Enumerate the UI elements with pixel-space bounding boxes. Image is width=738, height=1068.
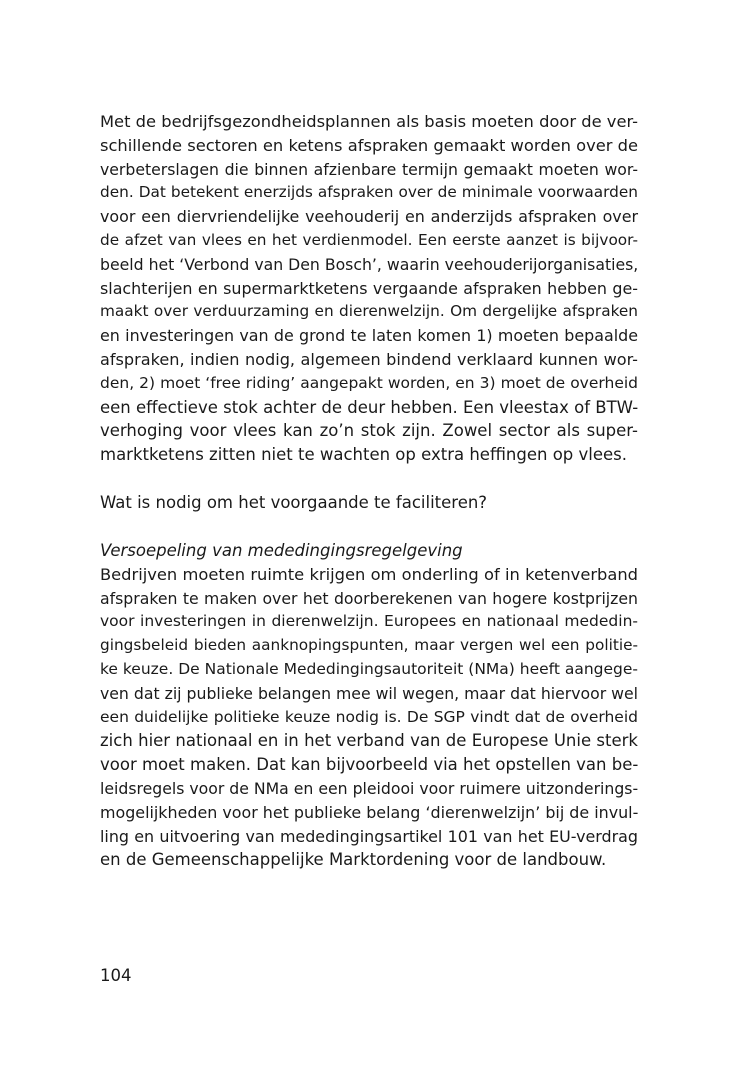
paragraph-1-line: maakt over verduurzaming en dierenwelzijn. Om dergelijke afspraken xyxy=(100,302,638,321)
page-number: 104 xyxy=(100,966,132,985)
section-line: een duidelijke politieke keuze nodig is. De SGP vindt dat de overheid xyxy=(100,707,638,726)
section-line: ven dat zij publieke belangen mee wil wegen, maar dat hiervoor wel xyxy=(100,683,638,703)
question-paragraph xyxy=(100,491,638,515)
paragraph-1 xyxy=(100,110,638,467)
paragraph-1-line: afspraken, indien nodig, algemeen bindend verklaard kunnen wor- xyxy=(100,349,638,369)
section-heading: Versoepeling van mededingingsregelgeving xyxy=(100,541,463,560)
section-mededinging xyxy=(100,539,638,872)
section-line: mogelijkheden voor het publieke belang ‘dierenwelzijn’ bij de invul- xyxy=(100,802,639,822)
paragraph-1-line: slachterijen en supermarktketens vergaande afspraken hebben ge- xyxy=(100,278,638,298)
section-line: ke keuze. De Nationale Mededingingsautoriteit (NMa) heeft aangege- xyxy=(100,659,639,678)
paragraph-1-line: marktketens zitten niet te wachten op extra heffingen op vlees. xyxy=(100,445,628,465)
section-line: afspraken te maken over het doorberekenen van hogere kostprijzen xyxy=(100,588,638,608)
question-text: Wat is nodig om het voorgaande te faciliteren? xyxy=(100,493,488,512)
paragraph-1-line: Met de bedrijfsgezondheidsplannen als basis moeten door de ver- xyxy=(100,112,638,131)
paragraph-1-line: voor een diervriendelijke veehouderij en anderzijds afspraken over xyxy=(100,207,638,227)
paragraph-1-line: een effectieve stok achter de deur hebben. Een vleestax of BTW- xyxy=(100,397,639,417)
paragraph-1-line: verbeterslagen die binnen afzienbare termijn gemaakt moeten wor- xyxy=(100,159,638,179)
section-line: zich hier nationaal en in het verband van de Europese Unie sterk xyxy=(100,731,638,751)
section-line: voor investeringen in dierenwelzijn. Europees en nationaal mededin- xyxy=(100,612,638,631)
section-line: en de Gemeenschappelijke Marktordening voor de landbouw. xyxy=(100,850,607,870)
paragraph-1-line: de afzet van vlees en het verdienmodel. Een eerste aanzet is bijvoor- xyxy=(100,230,638,249)
paragraph-1-line: den. Dat betekent enerzijds afspraken over de minimale voorwaarden xyxy=(100,183,638,202)
paragraph-1-line: en investeringen van de grond te laten komen 1) moeten bepaalde xyxy=(100,326,638,346)
paragraph-1-line: verhoging voor vlees kan zo’n stok zijn. Zowel sector als super- xyxy=(100,421,638,441)
paragraph-1-line: den, 2) moet ‘free riding’ aangepakt worden, en 3) moet de overheid xyxy=(100,373,638,392)
section-line: ling en uitvoering van mededingingsartikel 101 van het EU-verdrag xyxy=(100,826,638,846)
paragraph-1-line: schillende sectoren en ketens afspraken gemaakt worden over de xyxy=(100,135,638,155)
section-line: leidsregels voor de NMa en een pleidooi voor ruimere uitzonderings- xyxy=(100,778,639,798)
section-line: gingsbeleid bieden aanknopingspunten, maar vergen wel een politie- xyxy=(100,636,638,655)
section-line: Bedrijven moeten ruimte krijgen om onderling of in ketenverband xyxy=(100,564,638,584)
paragraph-1-line: beeld het ‘Verbond van Den Bosch’, waarin veehouderijorganisaties, xyxy=(100,254,639,274)
section-line: voor moet maken. Dat kan bijvoorbeeld via het opstellen van be- xyxy=(100,755,639,775)
